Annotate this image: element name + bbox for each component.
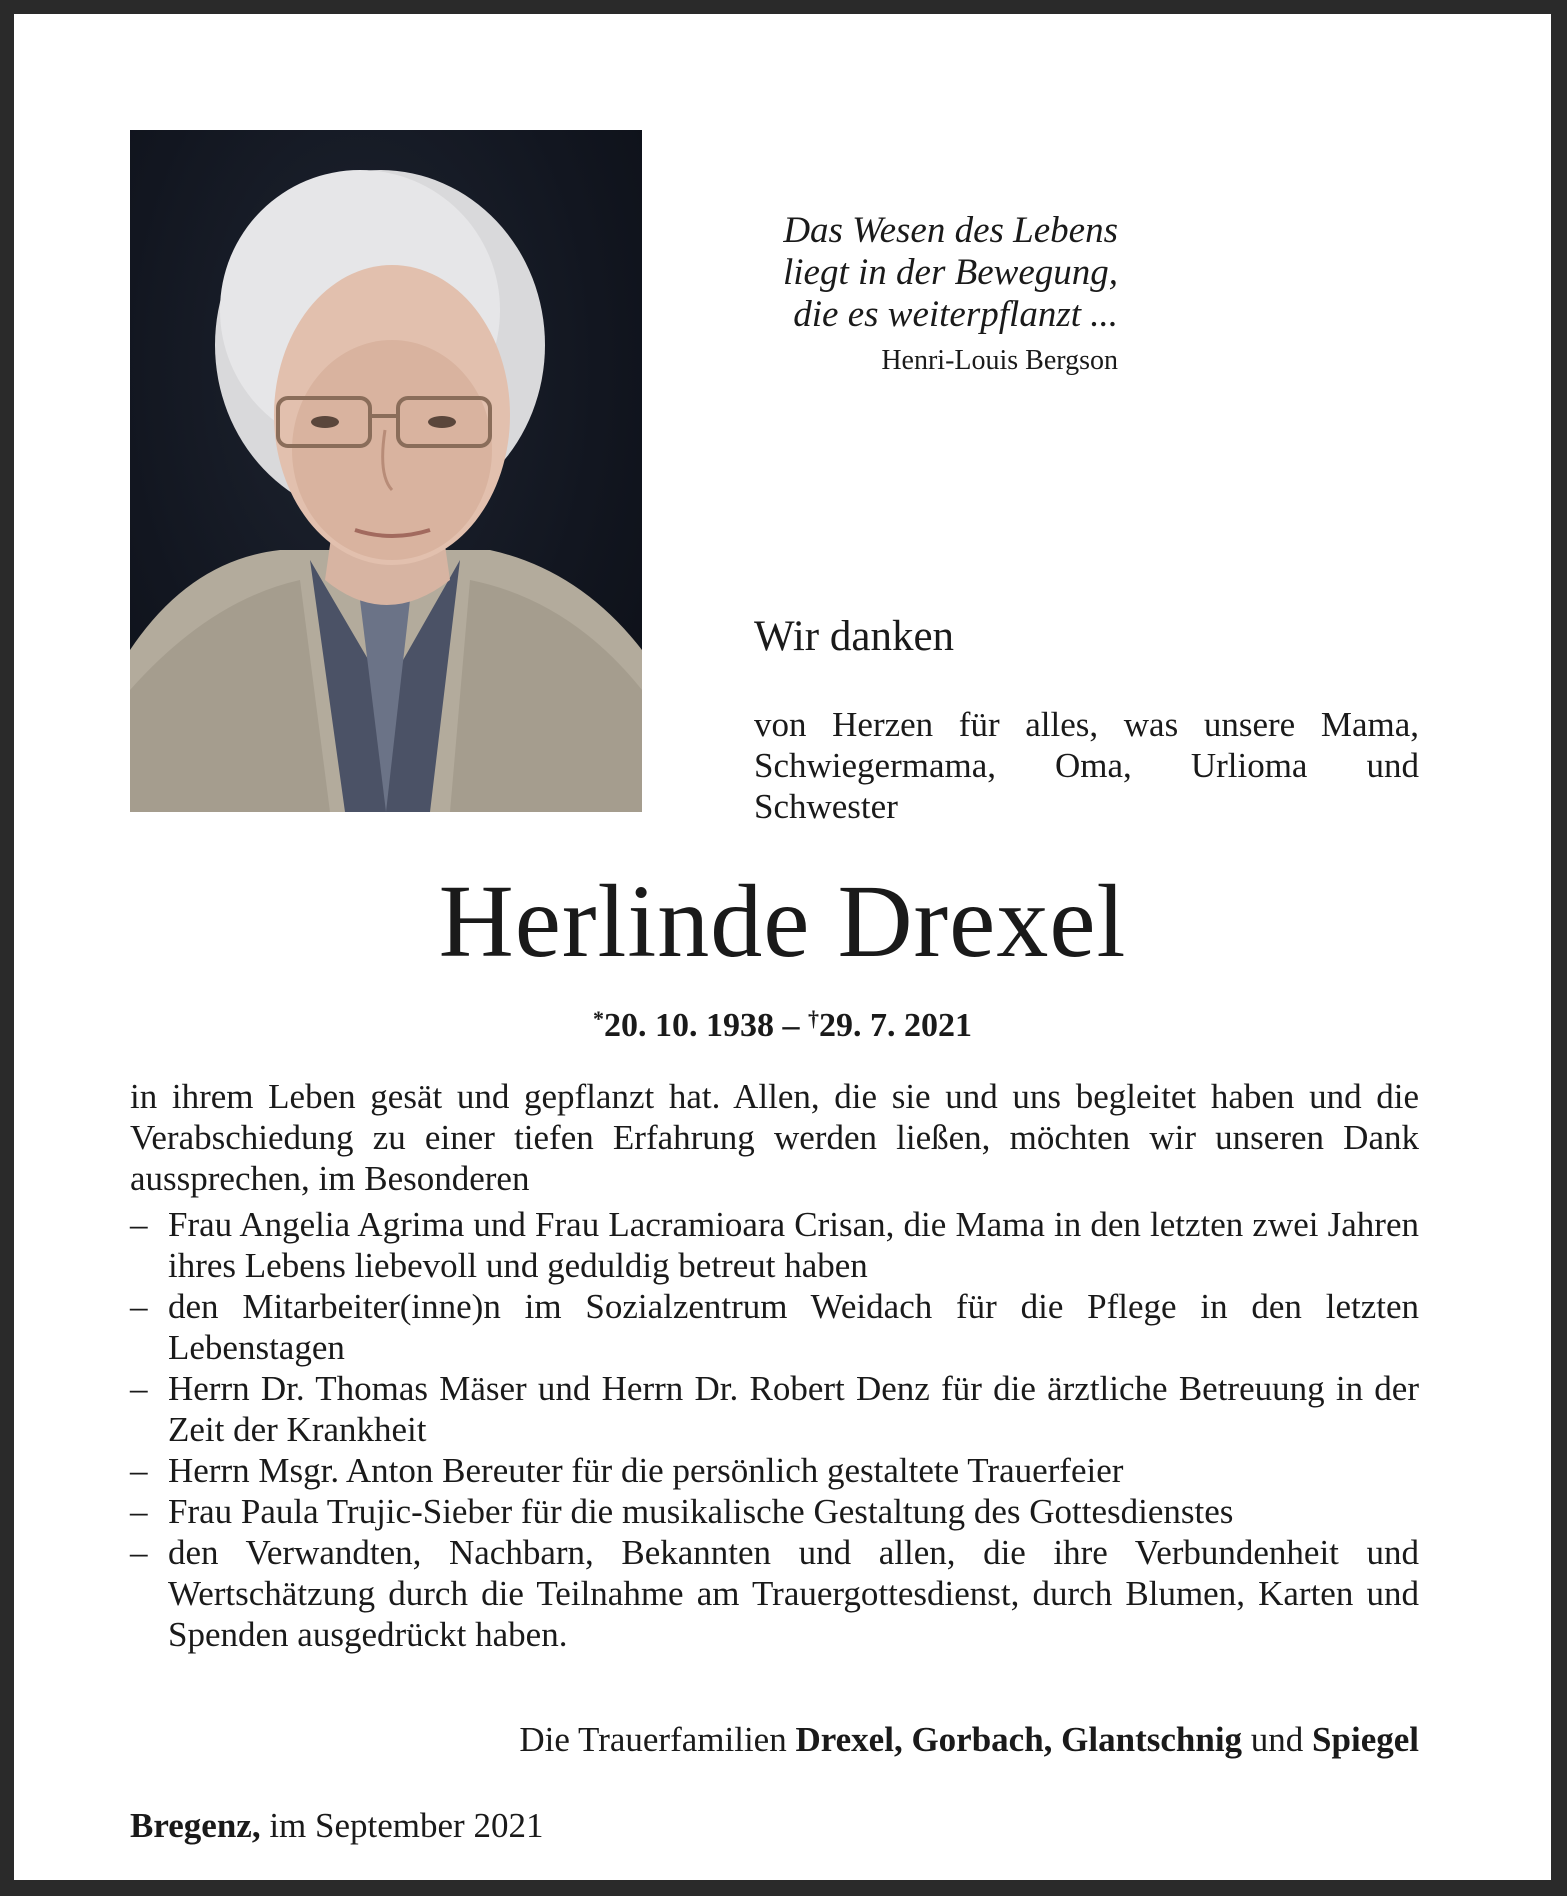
- body-intro: in ihrem Leben gesät und gepflanzt hat. Allen, die sie und uns begleitet haben und die Verabschiedung zu einer tiefen Erfahrung werden ließen, möchten wir unseren Dank aussprechen, im Besonderen: [130, 1077, 1419, 1198]
- thanks-heading: Wir danken: [754, 613, 955, 660]
- thanks-text: von Herzen für alles, was unsere Mama, Schwiegermama, Oma, Urlioma und Schwester: [754, 705, 1419, 826]
- birth-date: 20. 10. 1938: [604, 1007, 774, 1044]
- thanks-list: [130, 1204, 1419, 1655]
- quote: [614, 210, 1118, 336]
- list-dash: –: [130, 1369, 148, 1408]
- place-date: [130, 1805, 543, 1846]
- list-dash: –: [130, 1492, 148, 1531]
- date: im September 2021: [260, 1806, 544, 1845]
- list-dash: –: [130, 1533, 148, 1572]
- list-item-text: Frau Angelia Agrima und Frau Lacramioara Crisan, die Mama in den letzten zwei Jahren ihres Lebens liebevoll und geduldig betreut haben: [168, 1205, 1419, 1285]
- list-item: [130, 1491, 1419, 1532]
- place: Bregenz,: [130, 1806, 261, 1845]
- mourning-families: [130, 1719, 1419, 1760]
- life-dates: [14, 999, 1551, 1046]
- death-symbol: †: [808, 1006, 819, 1031]
- list-item-text: Herrn Msgr. Anton Bereuter für die persönlich gestaltete Trauerfeier: [168, 1451, 1124, 1490]
- families-names: Drexel, Gorbach, Glantschnig: [795, 1720, 1243, 1759]
- list-dash: –: [130, 1451, 148, 1490]
- list-dash: –: [130, 1205, 148, 1244]
- birth-symbol: *: [593, 1006, 604, 1031]
- list-item-text: den Mitarbeiter(inne)n im Sozialzentrum Weidach für die Pflege in den letzten Lebenstagen: [168, 1287, 1419, 1367]
- list-item-text: Frau Paula Trujic-Sieber für die musikalische Gestaltung des Gottesdienstes: [168, 1492, 1234, 1531]
- list-item: [130, 1450, 1419, 1491]
- obituary-page: [14, 14, 1551, 1880]
- families-last: Spiegel: [1312, 1720, 1419, 1759]
- list-item: [130, 1286, 1419, 1368]
- deceased-name: Herlinde Drexel: [438, 864, 1127, 979]
- families-prefix: Die Trauerfamilien: [519, 1720, 796, 1759]
- list-item-text: den Verwandten, Nachbarn, Bekannten und allen, die ihre Verbundenheit und Wertschätzung durch die Teilnahme am Trauergottesdienst, durch Blumen, Karten und Spenden ausgedrückt haben.: [168, 1533, 1419, 1654]
- quote-line: Das Wesen des Lebens: [783, 210, 1118, 251]
- portrait-illustration: [130, 130, 642, 812]
- quote-line: liegt in der Bewegung,: [783, 252, 1118, 293]
- date-separator: –: [774, 1007, 808, 1044]
- list-item: [130, 1204, 1419, 1286]
- quote-line: die es weiterpflanzt ...: [793, 294, 1118, 335]
- families-connector: und: [1242, 1720, 1313, 1759]
- list-item-text: Herrn Dr. Thomas Mäser und Herrn Dr. Robert Denz für die ärztliche Betreuung in der Zeit der Krankheit: [168, 1369, 1419, 1449]
- list-item: [130, 1532, 1419, 1655]
- list-item: [130, 1368, 1419, 1450]
- death-date: 29. 7. 2021: [819, 1007, 972, 1044]
- list-dash: –: [130, 1287, 148, 1326]
- quote-author: Henri-Louis Bergson: [881, 345, 1118, 376]
- portrait-photo: [130, 130, 642, 812]
